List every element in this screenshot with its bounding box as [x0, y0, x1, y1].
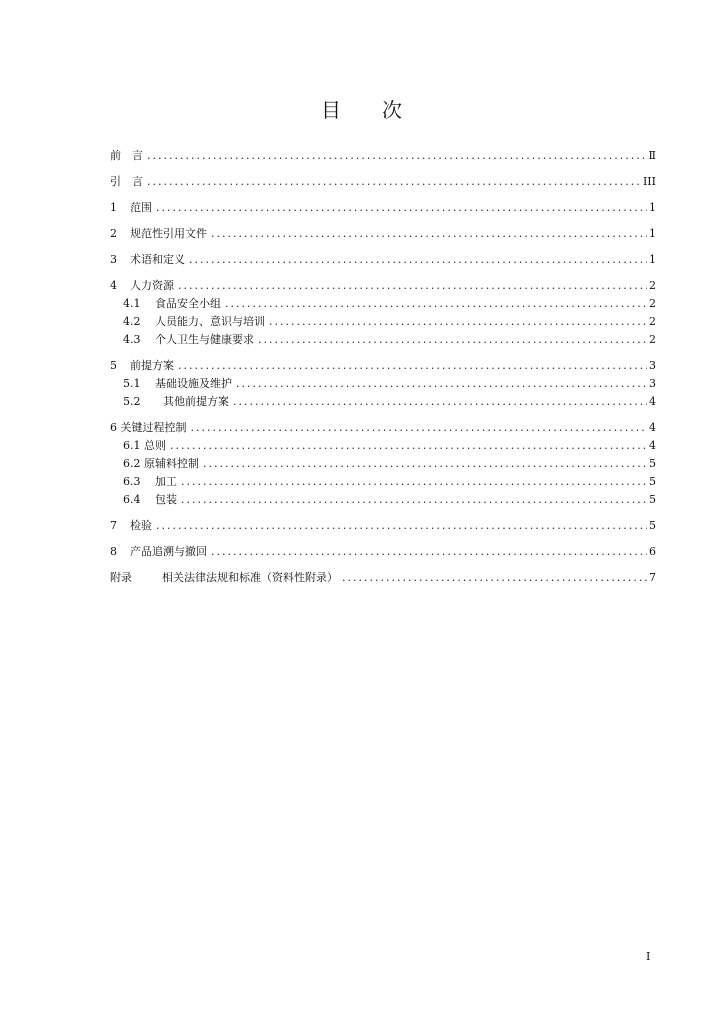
toc-entry-page: III [642, 175, 656, 188]
toc-entry-3[interactable] [110, 250, 656, 269]
toc-entry-6-4[interactable] [110, 491, 656, 509]
toc-entry-number: 附录 [110, 571, 132, 584]
toc-entry-page: 2 [649, 315, 656, 328]
dot-leader [156, 516, 647, 535]
dot-leader [170, 437, 647, 455]
toc-entry-preface[interactable] [110, 146, 656, 165]
toc-entry-number: 5.1 [123, 377, 141, 390]
toc-entry-8[interactable] [110, 542, 656, 561]
toc-entry-label: 人员能力、意识与培训 [155, 315, 265, 328]
toc-entry-5[interactable] [110, 356, 656, 375]
toc-entry-page: 5 [649, 519, 656, 532]
toc-entry-label: 前 言 [110, 149, 143, 162]
toc-entry-label: 个人卫生与健康要求 [155, 333, 254, 346]
toc-entry-7[interactable] [110, 516, 656, 535]
toc-entry-page: 6 [649, 545, 656, 558]
toc-entry-4-2[interactable] [110, 313, 656, 331]
dot-leader [342, 568, 647, 587]
toc-entry-number: 7 [110, 519, 117, 532]
toc-entry-label: 前提方案 [130, 359, 174, 372]
toc-title [0, 94, 724, 123]
toc-entry-label: 基础设施及维护 [155, 377, 232, 390]
toc-entry-page: 3 [649, 377, 656, 390]
toc-entry-number: 5.2 [123, 395, 141, 408]
toc-entry-page: 1 [649, 201, 656, 214]
toc-entry-number: 4.1 [123, 297, 141, 310]
toc-entry-6-1[interactable] [110, 437, 656, 455]
dot-leader [189, 250, 647, 269]
dot-leader [181, 491, 647, 509]
toc-entry-4-3[interactable] [110, 331, 656, 349]
dot-leader [211, 542, 647, 561]
toc-entry-appendix[interactable] [110, 568, 656, 587]
toc-entry-label: 加工 [155, 475, 177, 488]
toc-entry-5-1[interactable] [110, 375, 656, 393]
toc-entry-label: 范围 [130, 201, 152, 214]
toc-entry-page: Ⅱ [648, 149, 656, 162]
toc-entry-4[interactable] [110, 276, 656, 295]
toc-entry-page: 1 [649, 227, 656, 240]
toc-entry-page: 4 [649, 395, 656, 408]
toc-entry-label: 其他前提方案 [163, 395, 229, 408]
toc-entry-page: 5 [649, 493, 656, 506]
toc-entry-number: 6.3 [123, 475, 141, 488]
toc-entry-page: 2 [649, 279, 656, 292]
dot-leader [225, 295, 647, 313]
toc-entry-label: 食品安全小组 [155, 297, 221, 310]
toc-entry-page: 4 [649, 439, 656, 452]
dot-leader [203, 455, 647, 473]
dot-leader [178, 356, 647, 375]
dot-leader [181, 473, 647, 491]
toc-entry-label: 人力资源 [130, 279, 174, 292]
toc-entry-number: 1 [110, 201, 117, 214]
toc-entry-label: 产品追溯与撤回 [130, 545, 207, 558]
dot-leader [258, 331, 647, 349]
toc-entry-number: 8 [110, 545, 117, 558]
title-char-2: 次 [382, 98, 403, 122]
toc-entry-1[interactable] [110, 198, 656, 217]
toc-entry-page: 1 [649, 253, 656, 266]
toc-entry-label: 6.2 原辅料控制 [123, 457, 199, 470]
toc-entry-page: 2 [649, 297, 656, 310]
dot-leader [191, 418, 648, 437]
toc-entry-number: 3 [110, 253, 117, 266]
toc-entry-6[interactable] [110, 418, 656, 437]
toc-entry-label: 6.1 总则 [123, 439, 166, 452]
toc-entry-page: 5 [649, 475, 656, 488]
dot-leader [211, 224, 647, 243]
dot-leader [156, 198, 647, 217]
dot-leader [269, 313, 647, 331]
toc-entry-label: 6 关键过程控制 [110, 421, 187, 434]
dot-leader [236, 375, 647, 393]
title-char-1: 目 [321, 98, 342, 122]
toc-entry-5-2[interactable] [110, 393, 656, 411]
toc-entry-4-1[interactable] [110, 295, 656, 313]
dot-leader [147, 146, 647, 165]
toc-entry-number: 4 [110, 279, 117, 292]
toc-entry-number: 4.2 [123, 315, 141, 328]
toc-entry-page: 2 [649, 333, 656, 346]
dot-leader [178, 276, 647, 295]
table-of-contents [110, 146, 656, 587]
toc-entry-page: 4 [649, 421, 656, 434]
toc-entry-intro[interactable] [110, 172, 656, 191]
toc-entry-number: 5 [110, 359, 117, 372]
toc-entry-6-3[interactable] [110, 473, 656, 491]
toc-entry-label: 包装 [155, 493, 177, 506]
toc-entry-page: 3 [649, 359, 656, 372]
toc-entry-number: 6.4 [123, 493, 141, 506]
toc-entry-label: 术语和定义 [130, 253, 185, 266]
toc-entry-number: 4.3 [123, 333, 141, 346]
dot-leader [147, 172, 641, 191]
toc-entry-6-2[interactable] [110, 455, 656, 473]
toc-entry-page: 5 [649, 457, 656, 470]
toc-entry-number: 2 [110, 227, 117, 240]
toc-entry-label: 引 言 [110, 175, 143, 188]
toc-entry-page: 7 [649, 571, 656, 584]
toc-entry-label: 检验 [130, 519, 152, 532]
toc-entry-label: 相关法律法规和标准（资料性附录） [162, 571, 338, 584]
toc-entry-label: 规范性引用文件 [130, 227, 207, 240]
page-number: I [646, 950, 651, 963]
dot-leader [233, 393, 647, 411]
toc-entry-2[interactable] [110, 224, 656, 243]
